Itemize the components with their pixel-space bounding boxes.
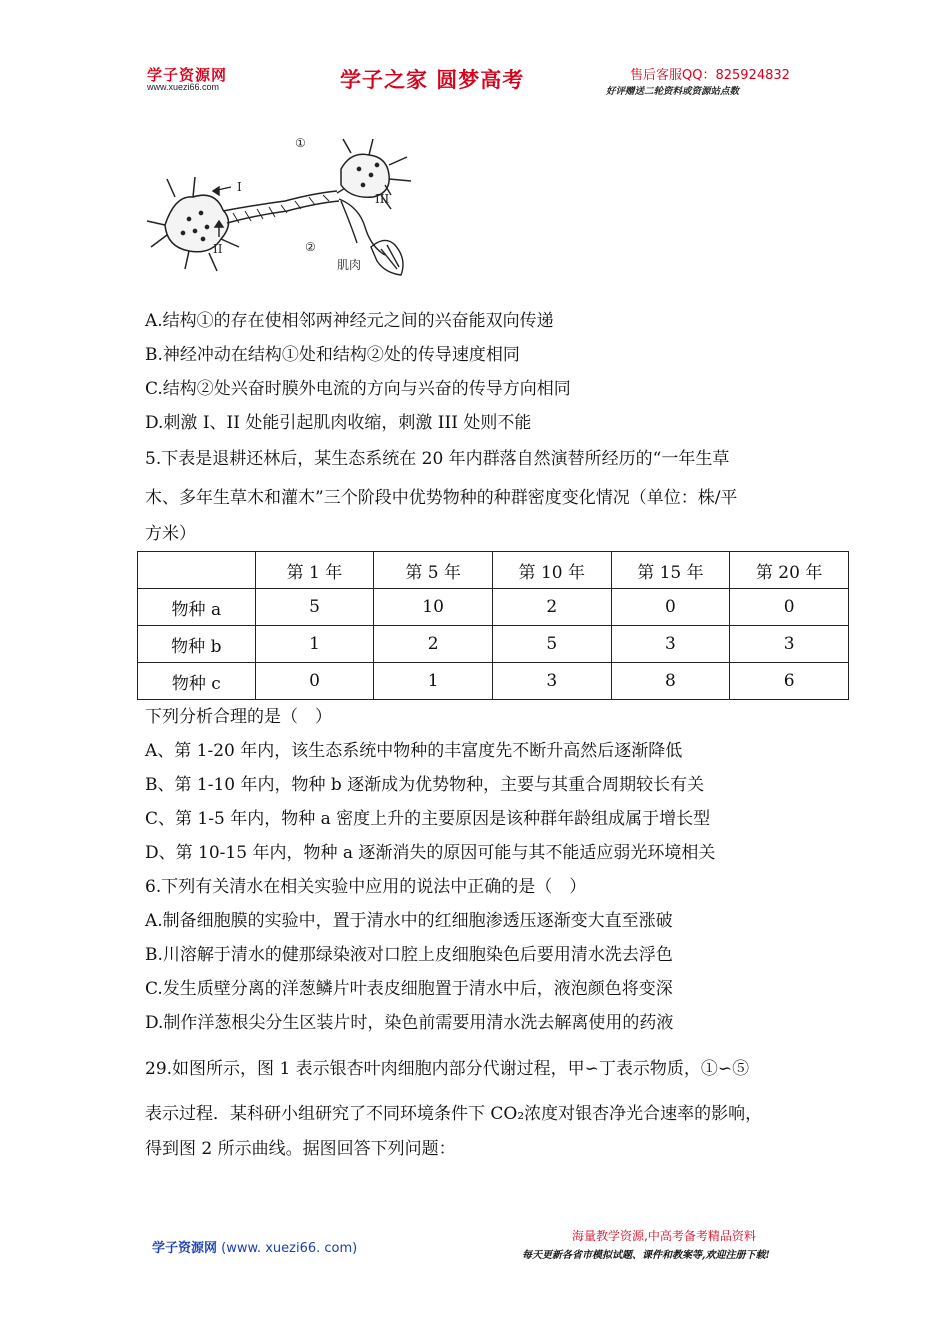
footer-brand-name: 学子资源网 xyxy=(152,1241,218,1256)
q5-stem-line-1: 5.下表是退耕还林后，某生态系统在 20 年内群落自然演替所经历的“一年生草 xyxy=(145,449,730,469)
table-cell: 8 xyxy=(611,663,730,700)
table-header-cell: 第 10 年 xyxy=(492,552,611,589)
table-cell: 6 xyxy=(730,663,849,700)
axon xyxy=(223,191,339,223)
neuron-diagram-svg xyxy=(145,135,415,285)
q6-option-b: B.川溶解于清水的健那绿染液对口腔上皮细胞染色后要用清水洗去浮色 xyxy=(145,945,673,965)
table-cell: 0 xyxy=(611,589,730,626)
header-service-note: 好评赠送二轮资料或资源站点数 xyxy=(606,86,740,97)
footer-promo-note: 每天更新各省市模拟试题、课件和教案等,欢迎注册下载! xyxy=(522,1250,770,1261)
table-header-cell xyxy=(138,552,256,589)
q4-option-a: A.结构①的存在使相邻两神经元之间的兴奋能双向传递 xyxy=(145,311,554,331)
table-cell: 2 xyxy=(374,626,493,663)
header-service-qq: 售后客服QQ：825924832 xyxy=(630,68,790,83)
q6-option-c: C.发生质壁分离的洋葱鳞片叶表皮细胞置于清水中后，液泡颜色将变深 xyxy=(145,979,673,999)
q6-option-d: D.制作洋葱根尖分生区装片时，染色前需要用清水洗去解离使用的药液 xyxy=(145,1013,674,1033)
table-cell: 0 xyxy=(255,663,374,700)
page-header xyxy=(0,62,950,102)
figure-label-muscle: 肌肉 xyxy=(337,258,362,272)
q5-option-a: A、第 1-20 年内，该生态系统中物种的丰富度先不断升高然后逐渐降低 xyxy=(145,741,683,761)
q5-option-d: D、第 10-15 年内，物种 a 逐渐消失的原因可能与其不能适应弱光环境相关 xyxy=(145,843,716,863)
table-cell: 1 xyxy=(255,626,374,663)
table-cell: 0 xyxy=(730,589,849,626)
table-header-cell: 第 1 年 xyxy=(255,552,374,589)
table-cell: 3 xyxy=(492,663,611,700)
table-row-label: 物种 b xyxy=(138,626,256,663)
neuron-diagram xyxy=(145,135,415,285)
table-row xyxy=(138,663,849,700)
table-cell: 2 xyxy=(492,589,611,626)
header-center-title: 学子之家 圆梦高考 xyxy=(340,68,525,92)
left-neuron xyxy=(147,177,239,271)
header-brand-logo: 学子资源网 xyxy=(147,66,228,84)
q29-line-2: 表示过程．某科研小组研究了不同环境条件下 CO₂浓度对银杏净光合速率的影响， xyxy=(145,1104,763,1124)
table-header-cell: 第 20 年 xyxy=(730,552,849,589)
table-cell: 5 xyxy=(255,589,374,626)
q6-stem: 6.下列有关清水在相关实验中应用的说法中正确的是（ ） xyxy=(145,877,587,897)
q5-stem-line-2: 木、多年生草木和灌木”三个阶段中优势物种的种群密度变化情况（单位：株/平 xyxy=(145,488,738,508)
q4-option-d: D.刺激 I、II 处能引起肌肉收缩，刺激 III 处则不能 xyxy=(145,413,532,433)
figure-label-III: III xyxy=(375,192,390,206)
table-row xyxy=(138,626,849,663)
q6-option-a: A.制备细胞膜的实验中，置于清水中的红细胞渗透压逐渐变大直至涨破 xyxy=(145,911,673,931)
q4-option-c: C.结构②处兴奋时膜外电流的方向与兴奋的传导方向相同 xyxy=(145,379,571,399)
footer-promo-title: 海量教学资源,中高考备考精品资料 xyxy=(572,1229,756,1243)
figure-label-circle-2: ② xyxy=(305,240,316,254)
species-density-table xyxy=(137,551,849,700)
table-header-cell: 第 15 年 xyxy=(611,552,730,589)
header-brand-url[interactable]: www.xuezi66.com xyxy=(147,82,220,92)
q5-stem-line-3: 方米） xyxy=(145,524,196,544)
figure-label-circle-1: ① xyxy=(295,136,306,150)
table-header-row xyxy=(138,552,849,589)
table-header-cell: 第 5 年 xyxy=(374,552,493,589)
q5-question: 下列分析合理的是（ ） xyxy=(145,707,332,727)
table-cell: 10 xyxy=(374,589,493,626)
muscle xyxy=(371,240,403,275)
table-row-label: 物种 a xyxy=(138,589,256,626)
footer-brand-url[interactable]: (www. xuezi66. com) xyxy=(221,1241,358,1256)
table-row xyxy=(138,589,849,626)
footer-brand[interactable] xyxy=(152,1237,357,1256)
q5-option-c: C、第 1-5 年内，物种 a 密度上升的主要原因是该种群年龄组成属于增长型 xyxy=(145,809,711,829)
q5-option-b: B、第 1-10 年内，物种 b 逐渐成为优势物种，主要与其重合周期较长有关 xyxy=(145,775,705,795)
q29-line-3: 得到图 2 所示曲线。据图回答下列问题： xyxy=(145,1139,456,1159)
table-cell: 1 xyxy=(374,663,493,700)
q29-line-1: 29.如图所示，图 1 表示银杏叶肉细胞内部分代谢过程，甲∽丁表示物质，①∽⑤ xyxy=(145,1059,750,1079)
figure-label-I: I xyxy=(237,180,242,194)
table-cell: 3 xyxy=(730,626,849,663)
table-cell: 3 xyxy=(611,626,730,663)
q4-option-b: B.神经冲动在结构①处和结构②处的传导速度相同 xyxy=(145,345,520,365)
figure-label-II: II xyxy=(213,242,223,256)
table-cell: 5 xyxy=(492,626,611,663)
table-row-label: 物种 c xyxy=(138,663,256,700)
